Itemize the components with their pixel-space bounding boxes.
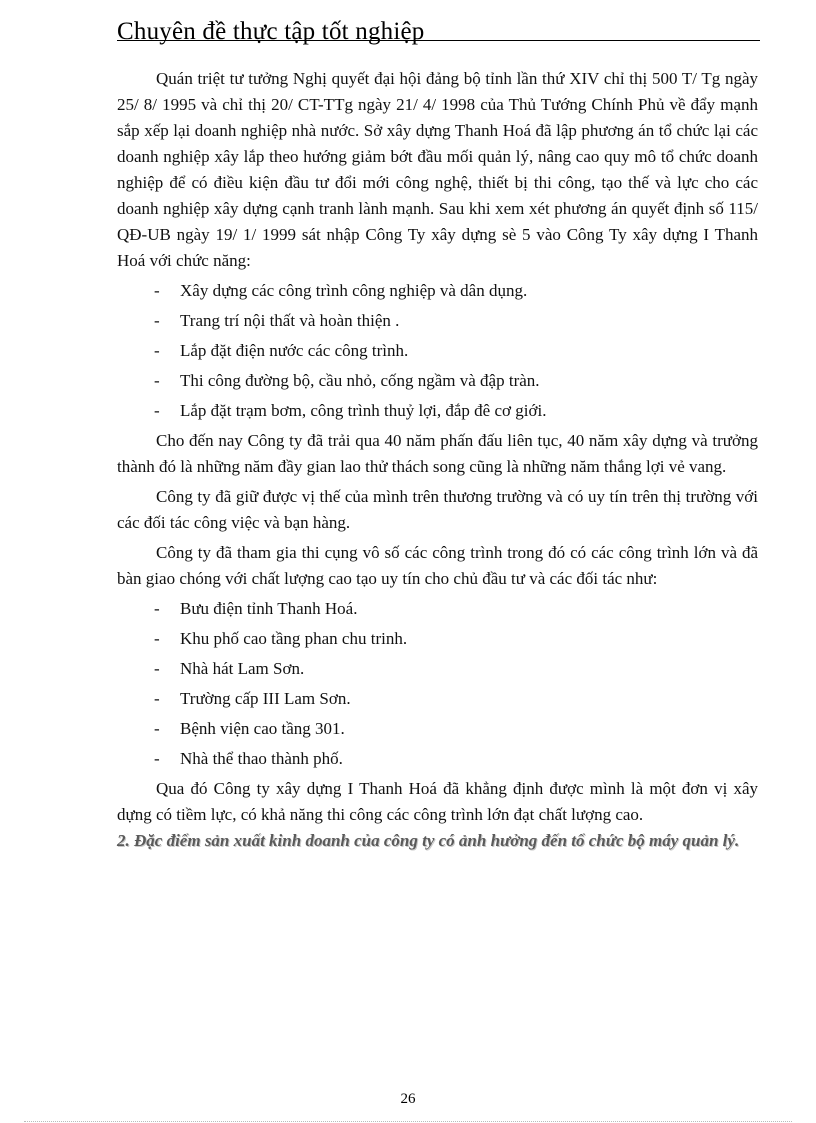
list-marker: - [154,689,160,708]
list-item-text: Nhà thể thao thành phố. [180,749,343,768]
list-item [117,308,758,338]
footer-rule [24,1121,792,1122]
header-title: Chuyên đề thực tập tốt nghiệp [117,18,425,45]
list-item-text: Bệnh viện cao tầng 301. [180,719,345,738]
projects-list [117,596,758,776]
list-item-text: Thi công đường bộ, cầu nhỏ, cống ngầm và đập tràn. [180,371,540,390]
list-marker: - [154,401,160,420]
list-marker: - [154,659,160,678]
page-number: 26 [400,1091,416,1107]
list-item [117,278,758,308]
section-heading: 2. Đặc điểm sản xuất kinh doanh của công ty có ảnh hưởng đến tổ chức bộ máy quản lý. [117,831,740,850]
list-item [117,746,758,776]
list-marker: - [154,599,160,618]
list-item-text: Xây dựng các công trình công nghiệp và dân dụng. [180,281,528,300]
list-item [117,686,758,716]
paragraph-history: Cho đến nay Công ty đã trải qua 40 năm phấn đấu liên tục, 40 năm xây dựng và trưởng thành đó là những năm đầy gian lao thử thách song cũng là những năm thắng lợi vẻ vang. [117,431,758,476]
list-item [117,716,758,746]
list-item [117,338,758,368]
paragraph-intro: Quán triệt tư tưởng Nghị quyết đại hội đảng bộ tỉnh lần thứ XIV chỉ thị 500 T/ Tg ngày 25/ 8/ 1995 và chỉ thị 20/ CT-TTg ngày 21/ 4/ 1998 của Thủ Tướng Chính Phủ về đẩy mạnh sắp xếp lại doanh nghiệp nhà nước. Sở xây dựng Thanh Hoá đã lập phương án tổ chức lại các doanh nghiệp xây lắp theo hướng giảm bớt đầu mối quản lý, nâng cao quy mô tổ chức doanh nghiệp để có điều kiện đầu tư đổi mới công nghệ, thiết bị thi công, tạo thế và lực cho các doanh nghiệp xây dựng cạnh tranh lành mạnh. Sau khi xem xét phương án quyết định số 115/ QĐ-UB ngày 19/ 1/ 1999 sát nhập Công Ty xây dựng sè 5 vào Công Ty xây dựng I Thanh Hoá với chức năng: [117,69,758,270]
list-item-text: Khu phố cao tầng phan chu trinh. [180,629,408,648]
list-item-text: Lắp đặt điện nước các công trình. [180,341,409,360]
list-item [117,626,758,656]
list-marker: - [154,281,160,300]
list-item-text: Trang trí nội thất và hoàn thiện . [180,311,400,330]
list-item-text: Bưu điện tỉnh Thanh Hoá. [180,599,358,618]
list-item [117,596,758,626]
paragraph-projects-intro: Công ty đã tham gia thi cụng vô số các công trình trong đó có các công trình lớn và đã bàn giao chóng với chất lượng cao tạo uy tín cho chủ đầu tư và các đối tác như: [117,543,758,588]
list-item [117,398,758,428]
list-item [117,368,758,398]
list-item-text: Lắp đặt trạm bơm, công trình thuỷ lợi, đắp đê cơ giới. [180,401,547,420]
paragraph-reputation: Công ty đã giữ được vị thế của mình trên thương trường và có uy tín trên thị trường với các đối tác công việc và bạn hàng. [117,487,758,532]
list-marker: - [154,341,160,360]
list-marker: - [154,311,160,330]
paragraph-conclusion: Qua đó Công ty xây dựng I Thanh Hoá đã khẳng định được mình là một đơn vị xây dựng có tiềm lực, có khả năng thi công các công trình lớn đạt chất lượng cao. [117,779,758,824]
list-marker: - [154,371,160,390]
page-body [117,66,758,854]
list-marker: - [154,629,160,648]
functions-list [117,278,758,428]
header-rule [117,40,760,41]
list-item-text: Nhà hát Lam Sơn. [180,659,305,678]
list-item-text: Trường cấp III Lam Sơn. [180,689,351,708]
list-marker: - [154,719,160,738]
list-item [117,656,758,686]
list-marker: - [154,749,160,768]
